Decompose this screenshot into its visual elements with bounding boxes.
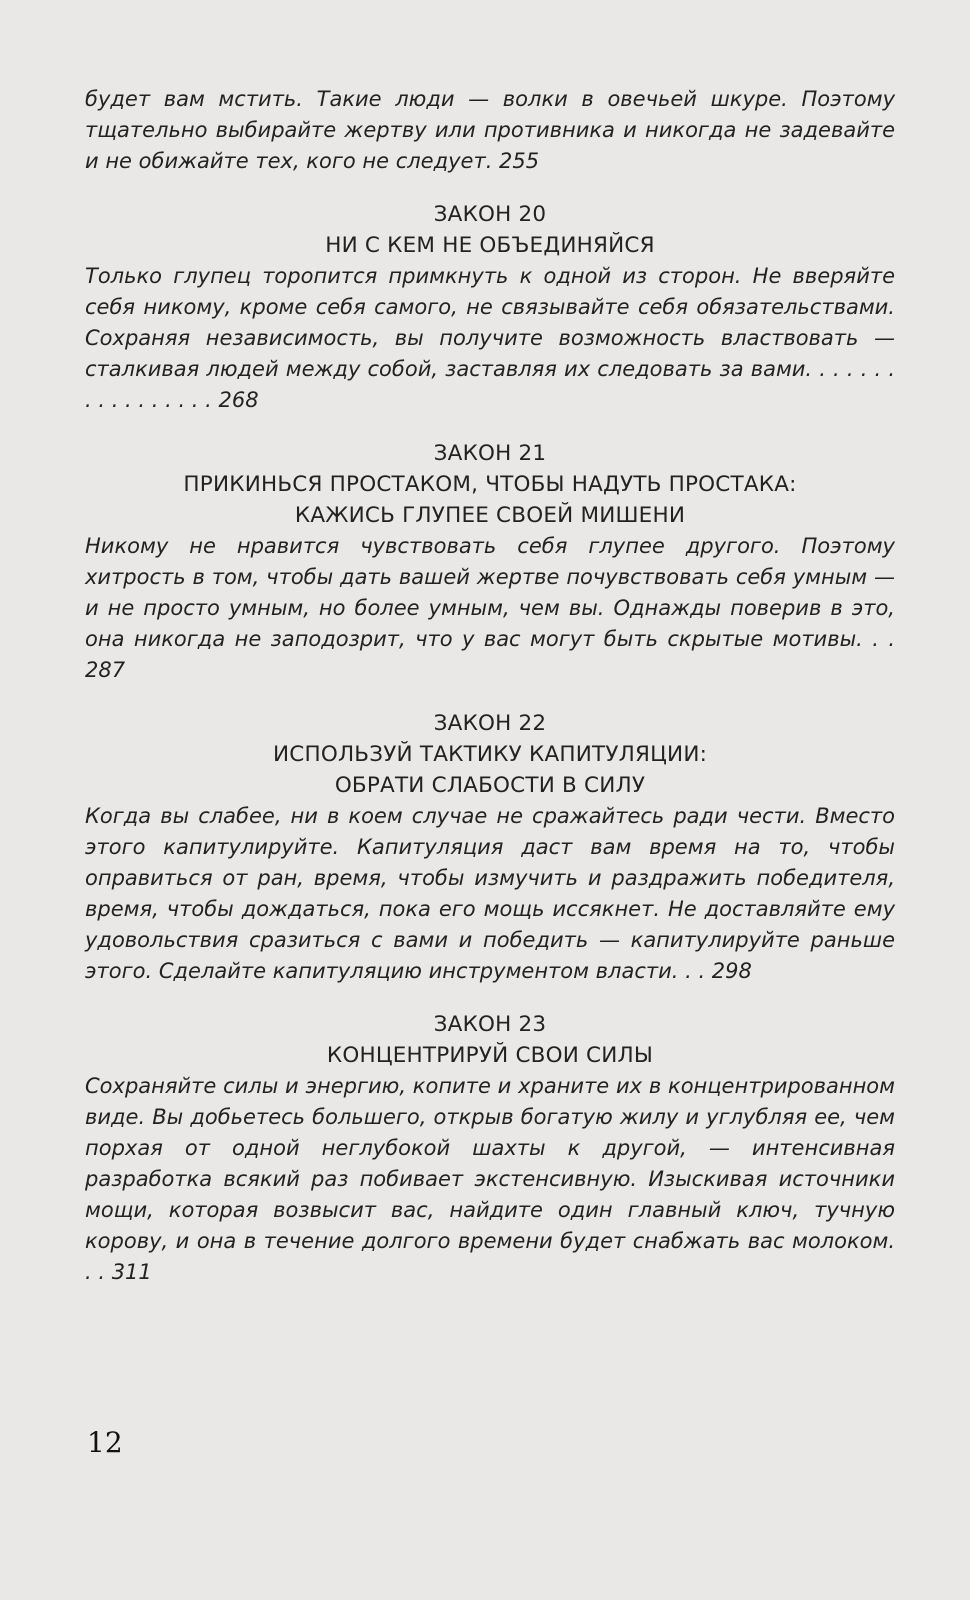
law-20 bbox=[85, 199, 895, 416]
law-description: Когда вы слабее, ни в коем случае не сражайтесь ради чести. Вместо этого капитулируйте. Капитуляция даст вам время на то, чтобы оправиться от ран, время, чтобы измучить и раздражить победителя, время, чтобы дождаться, пока его мощь иссякнет. Не доставляйте ему удовольствия сразиться с вами и победить — капитулируйте раньше этого. Сделайте капитуляцию инструментом власти. . . 298 bbox=[85, 804, 895, 983]
intro-paragraph: будет вам мстить. Такие люди — волки в овечьей шкуре. Поэтому тщательно выбирайте жертву или противника и никогда не задевайте и не обижайте тех, кого не следует. 255 bbox=[85, 87, 895, 173]
law-title-line: НИ С КЕМ НЕ ОБЪЕДИНЯЙСЯ bbox=[325, 233, 655, 258]
law-description: Сохраняйте силы и энергию, копите и храните их в концентрированном виде. Вы добьетесь большего, открыв богатую жилу и углубляя ее, чем порхая от одной неглубокой шахты к другой, — интенсивная разработка всякий раз побивает экстенсивную. Изыскивая источники мощи, которая возвысит вас, найдите один главный ключ, тучную корову, и она в течение долгого времени будет снабжать вас молоком. . . 311 bbox=[85, 1074, 895, 1284]
text-column bbox=[85, 84, 895, 1288]
law-title-line: КОНЦЕНТРИРУЙ СВОИ СИЛЫ bbox=[326, 1043, 654, 1068]
law-22 bbox=[85, 708, 895, 987]
page-number: 12 bbox=[87, 1426, 123, 1459]
law-23 bbox=[85, 1009, 895, 1288]
law-description: Только глупец торопится примкнуть к одной из сторон. Не вверяйте себя никому, кроме себя самого, не связывайте себя обязательствами. Сохраняя независимость, вы получите возможность властвовать — сталкивая людей между собой, заставляя их следовать за вами. . . . . . . . . . . . . . . . . 268 bbox=[85, 264, 895, 412]
law-number: ЗАКОН 20 bbox=[433, 202, 547, 227]
law-title-line: ИСПОЛЬЗУЙ ТАКТИКУ КАПИТУЛЯЦИИ: bbox=[272, 742, 708, 767]
law-title-line: ПРИКИНЬСЯ ПРОСТАКОМ, ЧТОБЫ НАДУТЬ ПРОСТАКА: bbox=[183, 472, 797, 497]
law-description: Никому не нравится чувствовать себя глупее другого. Поэтому хитрость в том, чтобы дать вашей жертве почувствовать себя умным — и не просто умным, но более умным, чем вы. Однажды поверив в это, она никогда не заподозрит, что у вас могут быть скрытые мотивы. . . 287 bbox=[85, 534, 895, 682]
law-number: ЗАКОН 21 bbox=[433, 441, 547, 466]
law-21 bbox=[85, 438, 895, 686]
law-number: ЗАКОН 23 bbox=[433, 1012, 547, 1037]
law-title-line: ОБРАТИ СЛАБОСТИ В СИЛУ bbox=[334, 773, 646, 798]
law-title-line: КАЖИСЬ ГЛУПЕЕ СВОЕЙ МИШЕНИ bbox=[294, 503, 686, 528]
law-number: ЗАКОН 22 bbox=[433, 711, 547, 736]
